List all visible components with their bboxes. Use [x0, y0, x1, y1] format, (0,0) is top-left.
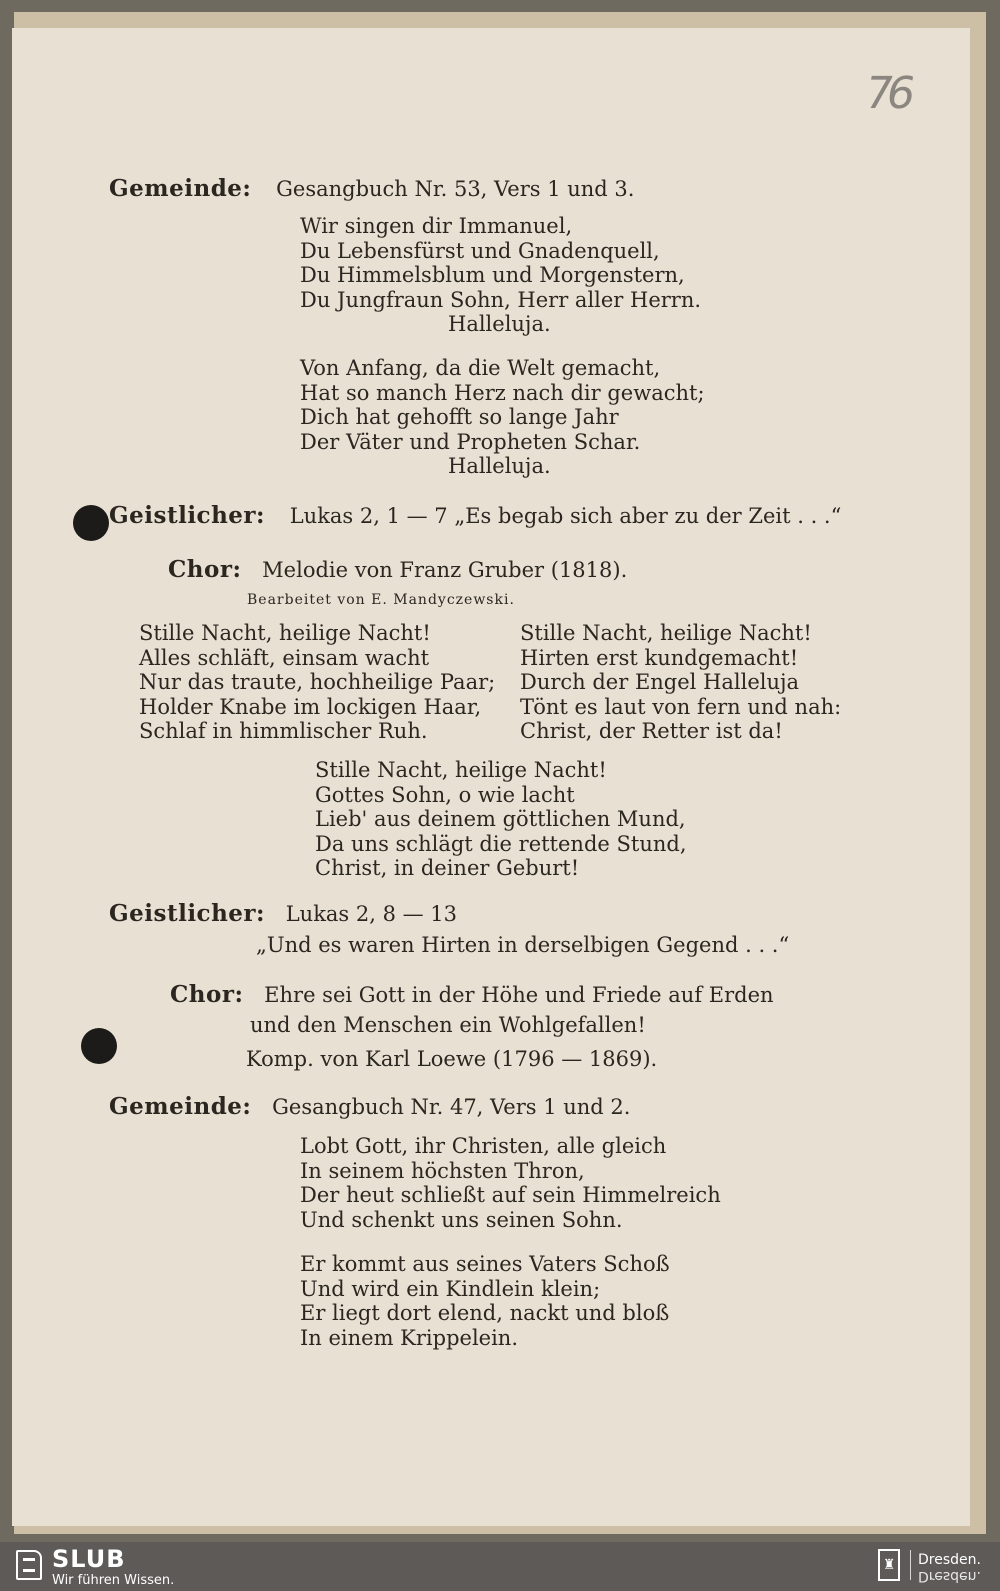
punch-hole-1 [73, 505, 109, 541]
slub-logo-icon[interactable] [16, 1550, 42, 1580]
footer-divider [910, 1550, 911, 1580]
chor-1-text: Melodie von Franz Gruber (1818). [262, 558, 628, 582]
geistlicher-2-label: Geistlicher: [109, 900, 266, 927]
geistlicher-2-text: Lukas 2, 8 — 13 [285, 902, 458, 926]
chor-1-label: Chor: [168, 556, 242, 583]
chor-2-label: Chor: [170, 981, 244, 1008]
verse-line: Du Jungfraun Sohn, Herr aller Herrn. [300, 287, 702, 312]
verse-line: Der Väter und Propheten Schar. [300, 429, 641, 454]
gemeinde-1-heading [109, 177, 634, 201]
geistlicher-1-text: Lukas 2, 1 — 7 „Es begab sich aber zu der Zeit . . .“ [289, 504, 842, 528]
verse-line: Er kommt aus seines Vaters Schoß [300, 1252, 670, 1276]
verse-line: Stille Nacht, heilige Nacht! [139, 621, 431, 645]
verse-line: In einem Krippelein. [300, 1325, 518, 1350]
verse-line: Holder Knabe im lockigen Haar, [139, 694, 482, 719]
slub-tagline: Wir führen Wissen. [52, 1573, 175, 1588]
verse-line: In seinem höchsten Thron, [300, 1158, 585, 1183]
gemeinde-2-label: Gemeinde: [109, 1093, 252, 1120]
verse-line: Du Lebensfürst und Gnadenquell, [300, 238, 660, 263]
gemeinde-1-verse-2 [300, 356, 705, 479]
verse-line: Und schenkt uns seinen Sohn. [300, 1207, 623, 1232]
verse-line: Da uns schlägt die rettende Stund, [315, 831, 687, 856]
chor-2-line-2: und den Menschen ein Wohlgefallen! [250, 1013, 646, 1037]
gemeinde-2-verse-2 [300, 1252, 670, 1350]
page-number: 76 [860, 68, 914, 119]
verse-line: Hat so manch Herz nach dir gewacht; [300, 380, 705, 405]
geistlicher-1-heading [109, 504, 841, 528]
geistlicher-1-label: Geistlicher: [109, 502, 266, 529]
viewer-footer [0, 1542, 1000, 1591]
gemeinde-2-verse-1 [300, 1134, 721, 1232]
verse-line: Alles schläft, einsam wacht [139, 645, 430, 670]
document-page [12, 28, 970, 1526]
chor-1-left-verse [139, 621, 495, 744]
chor-1-center-verse [315, 758, 687, 881]
verse-line: Christ, der Retter ist da! [520, 719, 783, 743]
verse-line: Lobt Gott, ihr Christen, alle gleich [300, 1134, 667, 1158]
verse-line: Stille Nacht, heilige Nacht! [315, 758, 607, 782]
chor-1-arranger: Bearbeitet von E. Mandyczewski. [247, 592, 515, 608]
gemeinde-2-text: Gesangbuch Nr. 47, Vers 1 und 2. [272, 1095, 631, 1119]
verse-line: Nur das traute, hochheilige Paar; [139, 670, 496, 694]
verse-line: Und wird ein Kindlein klein; [300, 1276, 601, 1301]
verse-line: Der heut schließt auf sein Himmelreich [300, 1183, 721, 1207]
refrain: Halleluja. [448, 454, 551, 478]
verse-line: Hirten erst kundgemacht! [520, 645, 799, 670]
chor-1-right-verse [520, 621, 841, 744]
dresden-line-2: Dresden. [918, 1568, 981, 1584]
verse-line: Lieb' aus deinem göttlichen Mund, [315, 807, 686, 831]
dresden-line-1: Dresden. [918, 1552, 981, 1568]
verse-line: Dich hat gehofft so lange Jahr [300, 405, 619, 429]
verse-line: Gottes Sohn, o wie lacht [315, 782, 575, 807]
verse-line: Wir singen dir Immanuel, [300, 214, 573, 238]
chor-2-composer: Komp. von Karl Loewe (1796 — 1869). [246, 1047, 658, 1071]
geistlicher-2-heading [109, 902, 457, 926]
punch-hole-2 [81, 1028, 117, 1064]
geistlicher-2-quote: „Und es waren Hirten in derselbigen Gegend . . .“ [256, 933, 790, 957]
verse-line: Schlaf in himmlischer Ruh. [139, 719, 428, 743]
verse-line: Tönt es laut von fern und nah: [520, 694, 842, 719]
gemeinde-2-heading [109, 1095, 630, 1119]
verse-line: Stille Nacht, heilige Nacht! [520, 621, 812, 645]
gemeinde-1-text: Gesangbuch Nr. 53, Vers 1 und 3. [276, 177, 635, 201]
chor-1-heading [168, 558, 627, 582]
chor-2-line-1: Ehre sei Gott in der Höhe und Friede auf Erden [264, 983, 774, 1007]
verse-line: Christ, in deiner Geburt! [315, 856, 580, 880]
gemeinde-1-label: Gemeinde: [109, 175, 252, 202]
chor-2-heading [170, 983, 774, 1007]
verse-line: Durch der Engel Halleluja [520, 670, 800, 694]
verse-line: Von Anfang, da die Welt gemacht, [300, 356, 661, 380]
dresden-logo-text[interactable] [918, 1553, 981, 1583]
refrain: Halleluja. [448, 312, 551, 336]
verse-line: Er liegt dort elend, nackt und bloß [300, 1301, 670, 1325]
gemeinde-1-verse-1 [300, 214, 701, 337]
slub-name[interactable]: SLUB [52, 1545, 126, 1573]
verse-line: Du Himmelsblum und Morgenstern, [300, 263, 685, 287]
dresden-crest-icon[interactable]: ♜ [878, 1549, 900, 1581]
